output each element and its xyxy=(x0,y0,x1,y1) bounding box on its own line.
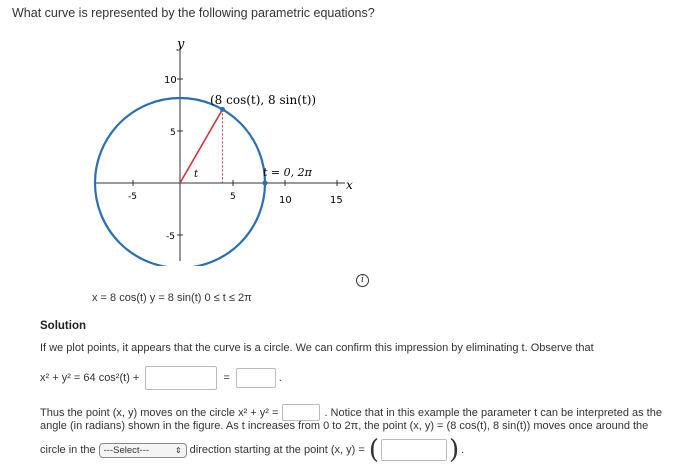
circle-text: Thus the point (x, y) moves on the circle x² + y² = xyxy=(40,406,279,419)
right-paren: ) xyxy=(448,435,460,465)
answer-input-start-point[interactable] xyxy=(381,439,447,461)
x-tick-label: -5 xyxy=(128,192,137,202)
left-paren: ( xyxy=(368,435,379,465)
answer-input-identity[interactable] xyxy=(236,368,276,388)
answer-input-radius-squared[interactable] xyxy=(282,404,320,421)
x-tick-label: 5 xyxy=(230,192,236,202)
period: . xyxy=(461,444,465,456)
direction-text: circle in the xyxy=(40,444,96,456)
y-tick-label: 5 xyxy=(170,128,176,138)
x-axis-label: x xyxy=(346,178,353,192)
solution-paragraph-3 xyxy=(40,404,662,421)
y-tick-label: 10 xyxy=(164,75,177,86)
moving-point xyxy=(220,107,225,112)
solution-equation-row xyxy=(40,366,282,390)
start-point-text: direction starting at the point (x, y) = xyxy=(189,444,365,456)
y-tick-label: -5 xyxy=(166,232,175,242)
solution-paragraph-1: If we plot points, it appears that the curve is a circle. We can confirm this impression by eliminating t. Observe that xyxy=(40,342,594,354)
info-icon[interactable]: i xyxy=(356,274,369,287)
question-text: What curve is represented by the following parametric equations? xyxy=(12,6,375,20)
equation-lhs: x² + y² = 64 cos²(t) + xyxy=(40,372,140,384)
solution-paragraph-4: angle (in radians) shown in the figure. As t increases from 0 to 2π, the point (x, y) = (8 cos(t), 8 sin(t)) moves once around the xyxy=(40,420,649,432)
direction-select[interactable] xyxy=(99,443,187,458)
answer-input-sin-term[interactable] xyxy=(145,366,217,390)
select-value: ---Select--- xyxy=(103,444,150,456)
radius-line xyxy=(180,109,223,183)
equals-sign: = xyxy=(223,372,230,384)
start-label: t = 0, 2π xyxy=(263,166,312,179)
y-axis-label: y xyxy=(177,37,185,52)
chevron-updown-icon: ⇕ xyxy=(174,445,182,455)
solution-paragraph-5 xyxy=(40,435,465,465)
x-tick-label: 10 xyxy=(279,195,292,206)
angle-label: t xyxy=(194,169,199,180)
parametric-circle-figure xyxy=(80,36,380,266)
parameter-text: . Notice that in this example the parameter t can be interpreted as the xyxy=(324,406,662,419)
parametric-equations: x = 8 cos(t) y = 8 sin(t) 0 ≤ t ≤ 2π xyxy=(92,292,252,304)
period: . xyxy=(278,372,282,384)
point-label: (8 cos(t), 8 sin(t)) xyxy=(210,93,317,107)
solution-heading: Solution xyxy=(40,320,86,332)
x-tick-label: 15 xyxy=(330,195,343,206)
start-point xyxy=(263,181,268,186)
